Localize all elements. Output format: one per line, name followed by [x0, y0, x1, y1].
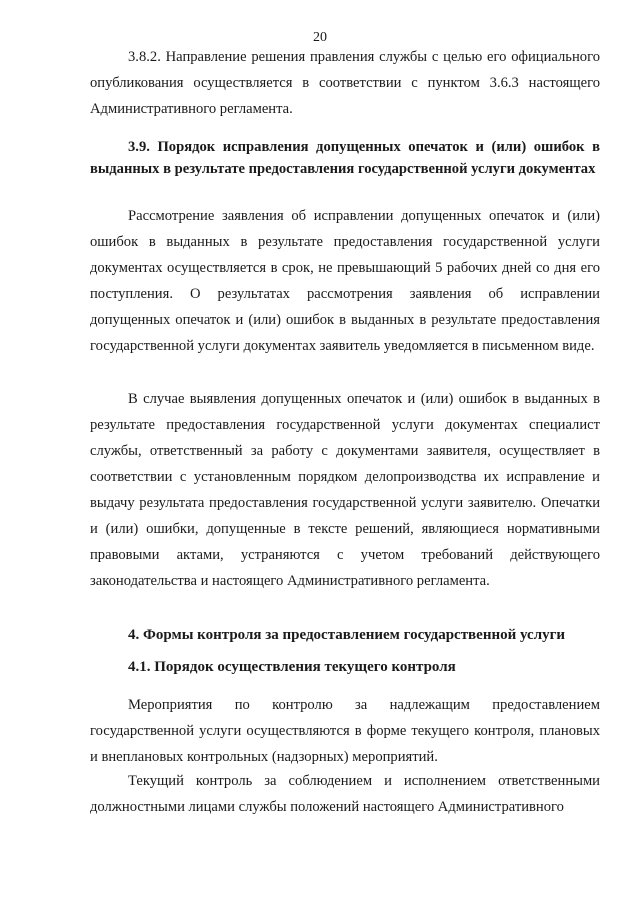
paragraph-current-control: Текущий контроль за соблюдением и исполнением ответственными должностными лицами службы положений настоящего Административного [90, 773, 600, 815]
heading-4-1: 4.1. Порядок осуществления текущего контроля [128, 659, 456, 675]
heading-4: 4. Формы контроля за предоставлением государственной услуги [128, 627, 566, 643]
paragraph-detection: В случае выявления допущенных опечаток и (или) ошибок в выданных в результате предоставления государственной услуги документах специалист службы, ответственный за работу с документами заявителя, осуществляет в соответствии с установленным порядком делопроизводства их исправление и выдачу результата предоставления государственной услуги заявителю. Опечатки и (или) ошибки, допущенные в тексте решений, являющиеся нормативными правовыми актами, устраняются с учетом требований действующего законодательства и настоящего Административного регламента. [90, 391, 600, 589]
paragraph-review: Рассмотрение заявления об исправлении допущенных опечаток и (или) ошибок в выданных в результате предоставления государственной услуги документах осуществляется в срок, не превышающий 5 рабочих дней со дня его поступления. О результатах рассмотрения заявления об исправлении допущенных опечаток и (или) ошибок в выданных в результате предоставления государственной услуги документах заявитель уведомляется в письменном виде. [90, 208, 600, 354]
paragraph-measures: Мероприятия по контролю за надлежащим предоставлением государственной услуги осуществляются в форме текущего контроля, плановых и внеплановых контрольных (надзорных) мероприятий. [90, 697, 600, 765]
page-number: 20 [313, 30, 327, 45]
paragraph-3-8-2: 3.8.2. Направление решения правления службы с целью его официального опубликования осуществляется в соответствии с пунктом 3.6.3 настоящего Административного регламента. [90, 49, 600, 117]
heading-3-9: 3.9. Порядок исправления допущенных опечаток и (или) ошибок в выданных в результате предоставления государственной услуги документах [90, 139, 600, 177]
